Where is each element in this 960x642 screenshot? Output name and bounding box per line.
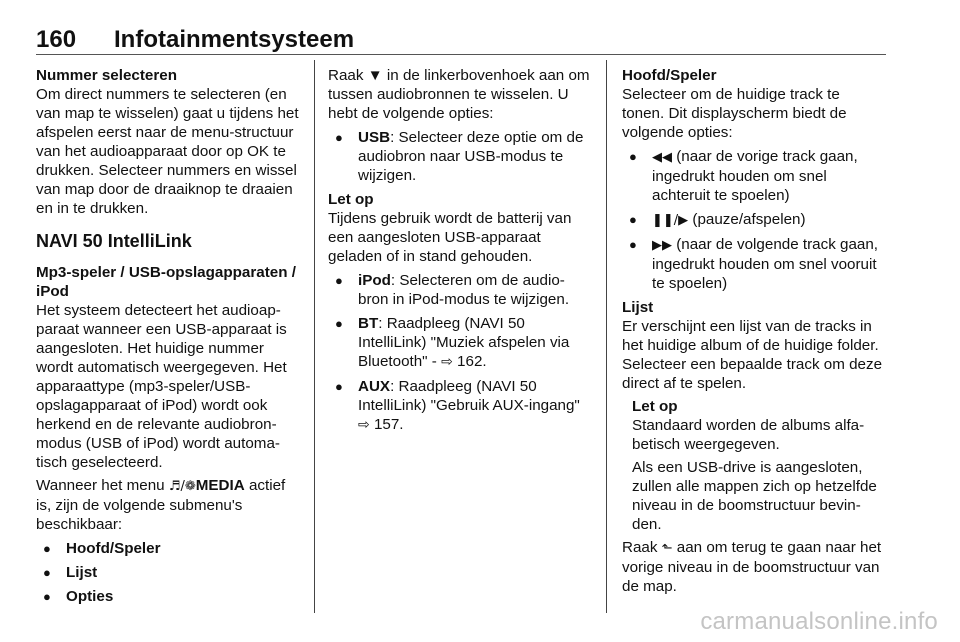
note-title: Let op [632,398,678,415]
note-text: Standaard worden de albums alfa-betisch weergegeven. [632,417,865,453]
page-number: 160 [36,26,77,53]
note-text: Tijdens gebruik wordt de batterij van een aangesloten USB-apparaat geladen of in stand gehouden. [328,210,572,265]
list-item: ● Lijst [36,563,300,582]
paragraph-back [622,538,886,596]
menu-label: MEDIA [195,477,245,494]
option-label: iPod [358,272,391,289]
menu-text-pre: Wanneer het menu [36,477,169,494]
source-options-list [328,271,592,435]
option-text: (pauze/afspelen) [688,211,806,228]
page-header [36,26,886,55]
paragraph-player: Selecteer om de huidige track te tonen. Dit displayscherm biedt de volgende opties: [622,86,847,141]
note-block [622,397,886,534]
option-text: : Selecteren om de audio-bron in iPod-modus te wijzigen. [358,272,570,308]
back-text-post: aan om terug te gaan naar het vorige niveau in de boomstructuur van de map. [622,539,882,595]
option-text: : Selecteer deze optie om de audiobron naar USB-modus te wijzigen. [358,129,584,184]
submenu-list [36,539,300,606]
list-item [328,377,592,435]
source-options-list [328,128,592,185]
list-item [328,271,592,309]
paragraph-source-switch: Raak ▼ in de linkerbovenhoek aan om tussen audiobronnen te wisselen. U hebt de volgende opties: [328,67,590,122]
option-label: AUX [358,378,391,395]
paragraph-device-detection: Het systeem detecteert het audioap-paraat wanneer een USB-apparaat is aangesloten. Het huidige nummer wordt automatisch weergegeven. Het apparaattype (mp3-speler/USB-opslagapparaat of iPod) wordt ook herkend en de relevante audiobron-modus (USB of iPod) wordt automa-tisch geselecteerd. [36,302,287,471]
page-ref-icon: ⇨ [358,417,370,433]
heading-select-tracks: Nummer selecteren [36,67,177,84]
back-text-pre: Raak [622,539,662,556]
heading-list: Lijst [622,299,654,316]
list-item [622,147,886,205]
section-title: NAVI 50 IntelliLink [36,231,192,251]
note-title: Let op [328,191,374,208]
list-item [622,235,886,293]
option-text: (naar de volgende track gaan, ingedrukt houden om snel vooruit te spoelen) [652,236,879,292]
rewind-icon: ◀◀ [652,150,672,165]
pause-play-icon: ❚❚/▶ [652,213,689,228]
chapter-title: Infotainmentsysteem [114,26,355,53]
page-ref: 162. [457,353,487,370]
back-arrow-icon: ⬑ [661,541,673,556]
page-ref: 157. [373,416,404,433]
heading-mp3-usb-ipod: Mp3-speler / USB-opslagapparaten / iPod [36,264,296,300]
menu-text-post: actief is, zijn de volgende submenu's beschikbaar: [36,477,286,533]
player-options-list [622,147,886,293]
watermark: carmanualsonline.info [700,608,938,635]
column-left [36,66,300,611]
option-text: : Raadpleeg (NAVI 50 IntelliLink) "Gebruik AUX-ingang" [358,378,580,414]
option-text: (naar de vorige track gaan, ingedrukt houden om snel achteruit te spoelen) [652,148,858,204]
list-item: ● Opties [36,587,300,606]
list-item [328,128,592,185]
paragraph-list: Er verschijnt een lijst van de tracks in het huidige album of de huidige folder. Selecteer een bepaalde track om deze direct af te spelen. [622,318,883,392]
column-middle [328,66,592,440]
column-right [622,66,886,600]
option-label: BT [358,315,379,332]
list-item [622,210,886,230]
heading-player: Hoofd/Speler [622,67,717,84]
fast-forward-icon: ▶▶ [652,238,672,253]
option-text: : Raadpleeg (NAVI 50 IntelliLink) "Muziek afspelen via Bluetooth" - [358,315,570,370]
list-item [328,314,592,372]
column-divider [314,60,315,613]
note-text: Als een USB-drive is aangesloten, zullen alle mappen zich op hetzelfde niveau in de boomstructuur bevin-den. [632,459,877,533]
paragraph-select-tracks: Om direct nummers te selecteren (en van map te wisselen) gaat u tijdens het afspelen eerst naar de menu-structuur van het audioapparaat door op OK te drukken. Selecteer nummers en wissel van map door de draaiknop te draaien en in te drukken. [36,86,299,217]
list-item: ● Hoofd/Speler [36,539,300,558]
option-label: USB [358,129,391,146]
music-media-icon: ♬/❁ [168,479,196,494]
column-divider [606,60,607,613]
page-ref-icon: ⇨ [441,354,453,370]
paragraph-media-menu [36,476,300,534]
